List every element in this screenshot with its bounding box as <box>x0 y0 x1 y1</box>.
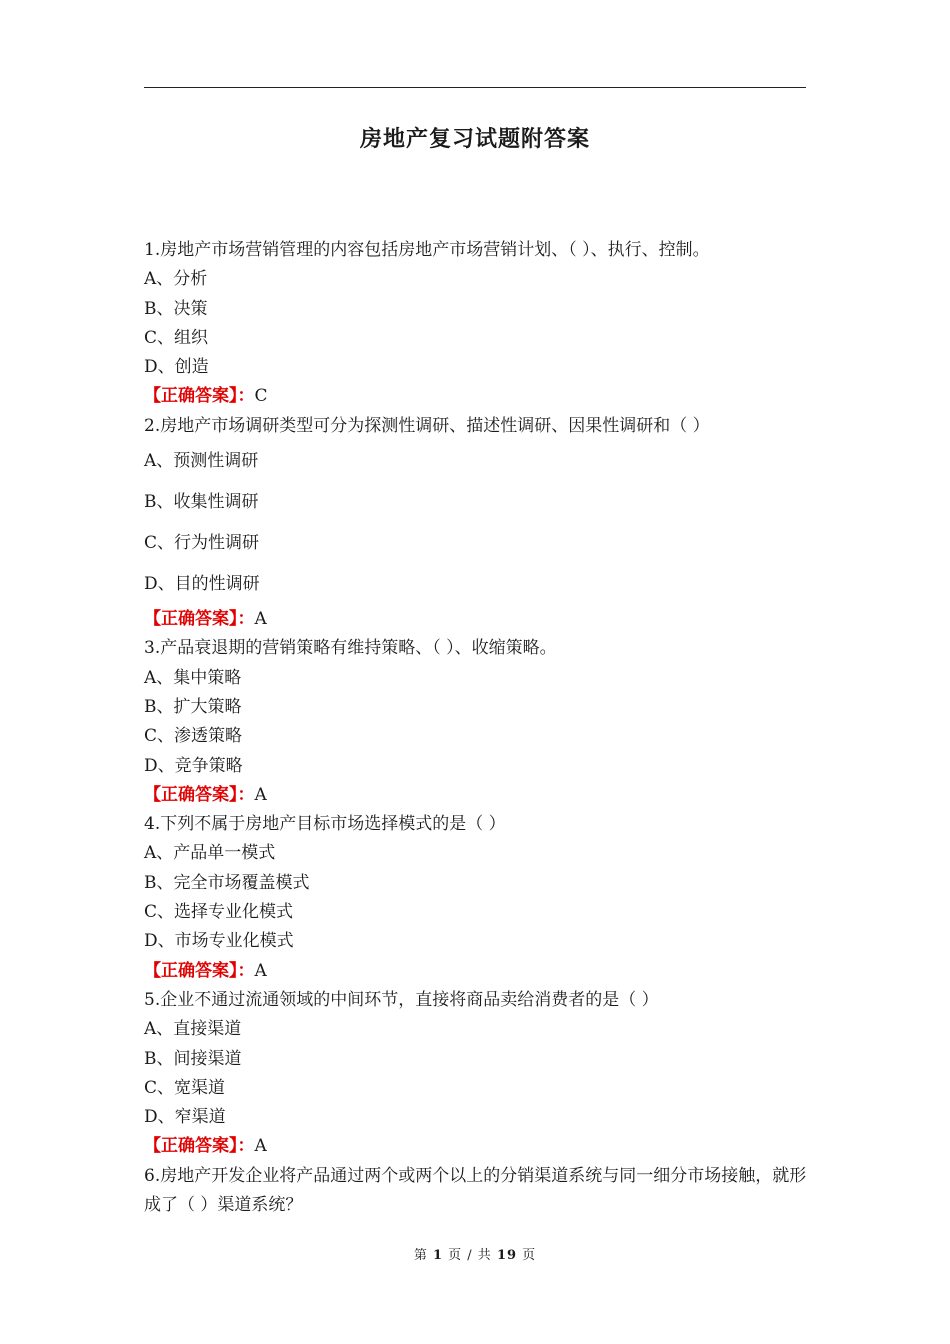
option-a: A、产品单一模式 <box>144 843 276 864</box>
option-c: C、宽渠道 <box>144 1077 226 1098</box>
answer-label: 【正确答案】： <box>144 609 255 630</box>
page-footer <box>0 1244 950 1263</box>
option-d: D、竞争策略 <box>144 755 243 776</box>
question-2 <box>144 412 809 635</box>
document-title: 房地产复习试题附答案 <box>359 126 590 152</box>
option-b: B、决策 <box>144 298 208 319</box>
question-stem: 2.房地产市场调研类型可分为探测性调研、描述性调研、因果性调研和（ ） <box>144 415 710 436</box>
option-c: C、选择专业化模式 <box>144 902 294 923</box>
answer-label: 【正确答案】： <box>144 960 255 981</box>
option-d: D、市场专业化模式 <box>144 931 294 952</box>
answer-value: C <box>254 386 268 407</box>
answer-line <box>144 1132 809 1161</box>
option-d: D、目的性调研 <box>144 574 260 595</box>
option-b: B、完全市场覆盖模式 <box>144 872 310 893</box>
option-a: A、直接渠道 <box>144 1019 242 1040</box>
question-stem: 5.企业不通过流通领域的中间环节，直接将商品卖给消费者的是（ ） <box>144 989 659 1010</box>
option-d: D、创造 <box>144 357 209 378</box>
option-d: D、窄渠道 <box>144 1107 226 1128</box>
answer-line <box>144 382 809 411</box>
answer-value: A <box>254 609 267 630</box>
answer-line <box>144 781 809 810</box>
answer-line <box>144 605 809 634</box>
question-stem: 3.产品衰退期的营销策略有维持策略、（ ）、收缩策略。 <box>144 638 557 659</box>
footer-middle: 页 / 共 <box>443 1248 497 1263</box>
option-b: B、收集性调研 <box>144 492 259 513</box>
option-a: A、预测性调研 <box>144 451 259 472</box>
footer-prefix: 第 <box>413 1248 433 1263</box>
option-a: A、分析 <box>144 269 208 290</box>
question-stem: 1.房地产市场营销管理的内容包括房地产市场营销计划、（ ）、执行、控制。 <box>144 240 710 260</box>
option-a: A、集中策略 <box>144 667 242 688</box>
question-4 <box>144 810 809 986</box>
question-1 <box>144 236 809 412</box>
question-stem: 6.房地产开发企业将产品通过两个或两个以上的分销渠道系统与同一细分市场接触，就形成了（ ）渠道系统？ <box>144 1165 807 1216</box>
current-page: 1 <box>432 1248 444 1263</box>
option-c: C、行为性调研 <box>144 533 260 554</box>
option-b: B、间接渠道 <box>144 1048 242 1069</box>
answer-value: A <box>254 960 267 981</box>
answer-label: 【正确答案】： <box>144 1136 255 1157</box>
question-stem: 4.下列不属于房地产目标市场选择模式的是（ ） <box>144 814 506 835</box>
answer-label: 【正确答案】： <box>144 386 255 407</box>
question-list <box>144 236 809 1220</box>
option-c: C、组织 <box>144 327 209 348</box>
footer-suffix: 页 <box>517 1248 537 1263</box>
header-rule <box>144 87 806 88</box>
option-b: B、扩大策略 <box>144 696 242 717</box>
answer-value: A <box>254 784 267 805</box>
question-5 <box>144 986 809 1162</box>
option-c: C、渗透策略 <box>144 726 243 747</box>
answer-value: A <box>254 1136 267 1157</box>
question-3 <box>144 634 809 810</box>
answer-line <box>144 957 809 986</box>
answer-label: 【正确答案】： <box>144 784 255 805</box>
total-pages: 19 <box>496 1248 518 1263</box>
question-6 <box>144 1162 809 1221</box>
